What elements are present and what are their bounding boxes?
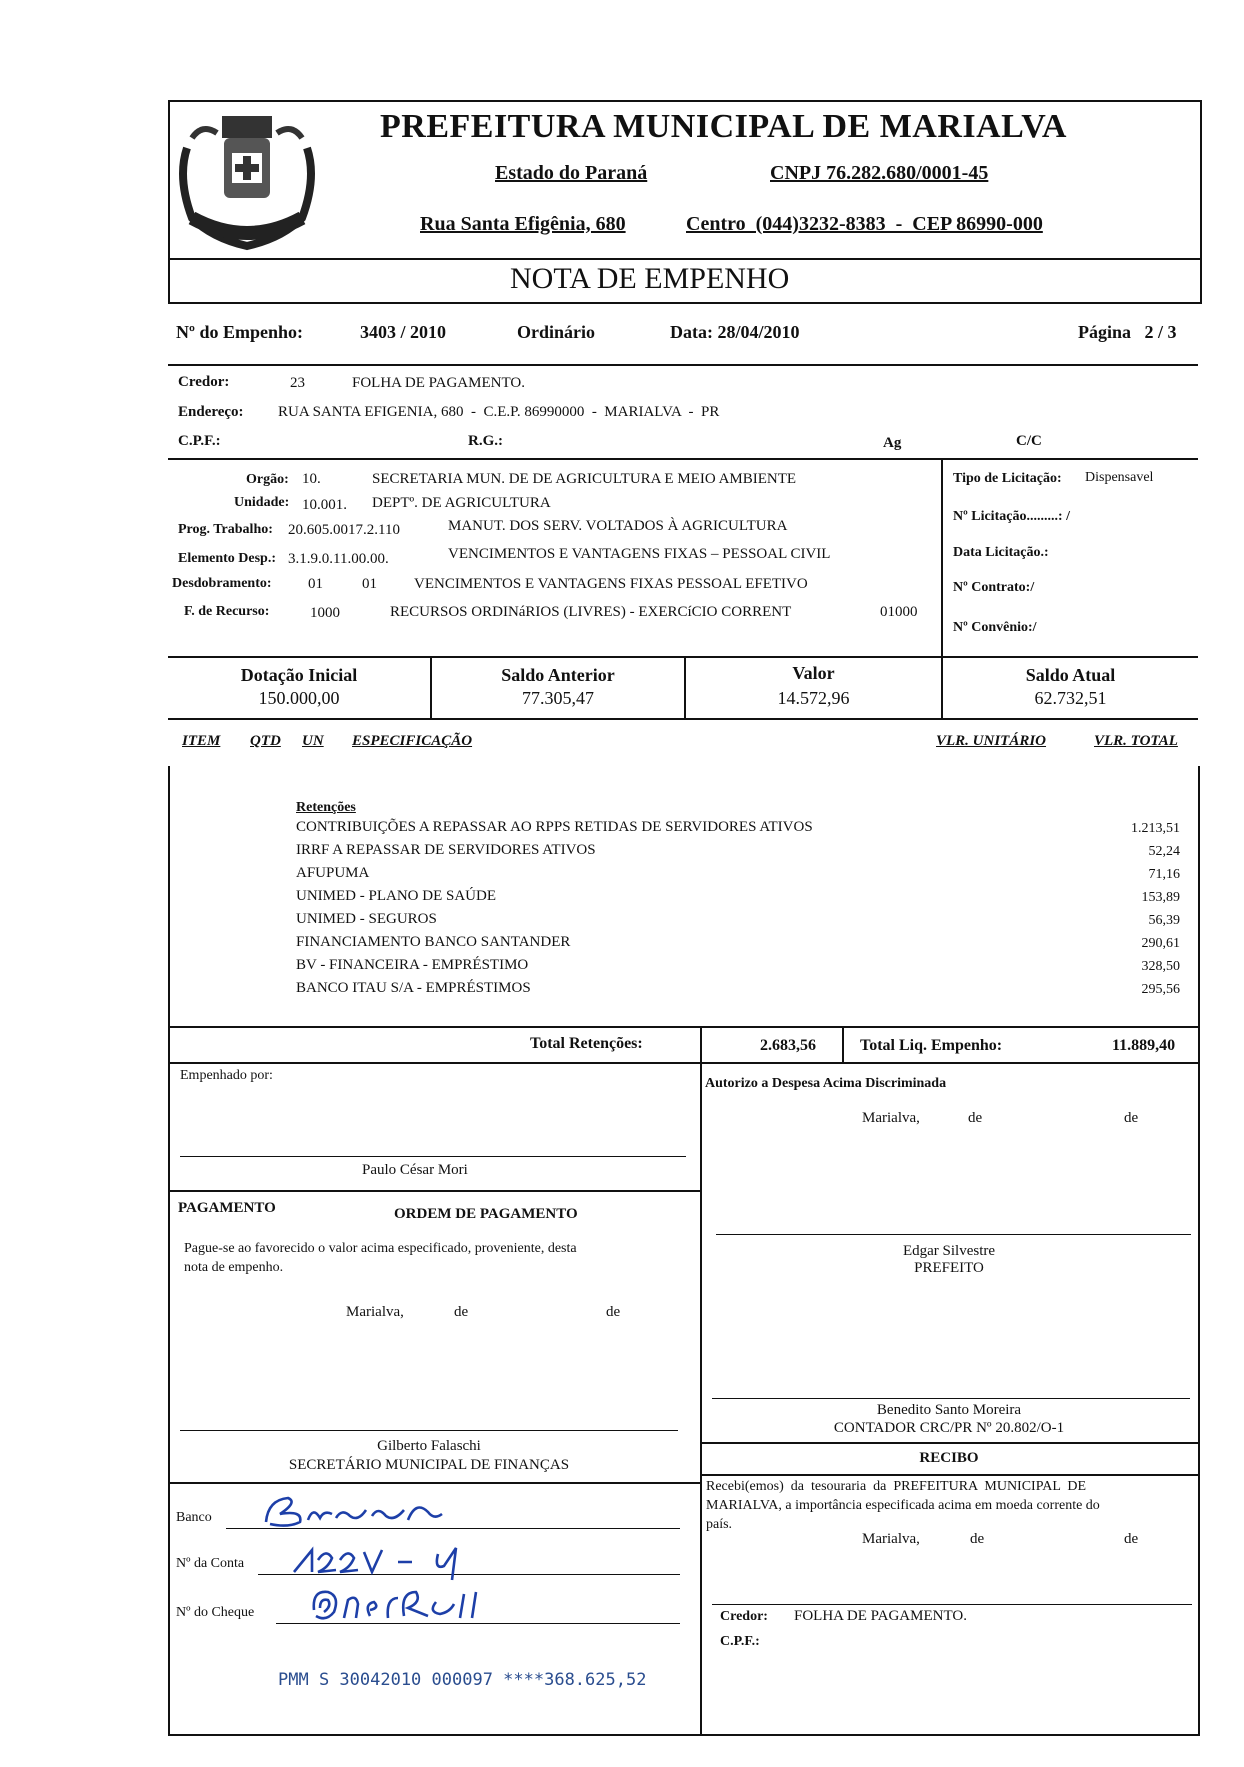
col-espec: ESPECIFICAÇÃO (352, 733, 473, 749)
recurso-code: 1000 (310, 605, 340, 621)
empenho-date: Data: 28/04/2010 (670, 322, 800, 342)
coat-of-arms-icon (172, 108, 322, 253)
frame-left (168, 766, 170, 1734)
divider (168, 718, 1198, 720)
pagamento-de2: de (606, 1304, 621, 1320)
recibo-cpf-label: C.P.F.: (720, 1634, 760, 1649)
autorizo-de2: de (1124, 1110, 1139, 1126)
endereco-value: RUA SANTA EFIGENIA, 680 - C.E.P. 86990000 - MARIALVA - PR (278, 404, 720, 420)
saldo-atual-label: Saldo Atual (1025, 665, 1116, 685)
autorizo-place: Marialva, (862, 1110, 920, 1126)
empenho-num: 3403 / 2010 (360, 322, 447, 342)
divider (700, 1026, 702, 1734)
header-state: Estado do Paraná (495, 162, 648, 184)
divider (168, 1026, 1198, 1028)
divider (941, 458, 943, 658)
recurso-label: F. de Recurso: (184, 604, 270, 619)
col-un: UN (302, 733, 324, 749)
dotacao-label: Dotação Inicial (240, 665, 358, 685)
prefeito-role: PREFEITO (914, 1260, 984, 1276)
pagamento-place: Marialva, (346, 1304, 404, 1320)
credor-code: 23 (290, 375, 305, 391)
elemento-label: Elemento Desp.: (178, 551, 276, 566)
desdobramento-code1: 01 (308, 576, 323, 592)
header-address: Rua Santa Efigênia, 680 (420, 213, 626, 235)
elemento-name: VENCIMENTOS E VANTAGENS FIXAS – PESSOAL CIVIL (448, 546, 831, 562)
prog-name: MANUT. DOS SERV. VOLTADOS À AGRICULTURA (448, 518, 788, 534)
divider (168, 1482, 700, 1484)
empenho-type: Ordinário (517, 322, 596, 342)
retencao-desc: BV - FINANCEIRA - EMPRÉSTIMO (296, 957, 529, 973)
credor-name: FOLHA DE PAGAMENTO. (352, 375, 525, 391)
signature-line (716, 1234, 1191, 1235)
divider (168, 364, 1198, 366)
divider (700, 1442, 1198, 1444)
pagamento-text2: nota de empenho. (184, 1260, 284, 1275)
num-convenio: Nº Convênio:/ (953, 620, 1037, 635)
handwritten-banco-signature (258, 1492, 458, 1534)
recibo-title: RECIBO (919, 1450, 979, 1466)
col-item: ITEM (182, 733, 221, 749)
unidade-name: DEPTº. DE AGRICULTURA (372, 495, 551, 511)
elemento-code: 3.1.9.0.11.00.00. (288, 551, 389, 567)
contador-role: CONTADOR CRC/PR Nº 20.802/O-1 (833, 1420, 1065, 1436)
total-retencoes-label: Total Retenções: (530, 1035, 643, 1052)
recibo-de2: de (1124, 1531, 1139, 1547)
retencao-desc: UNIMED - PLANO DE SAÚDE (296, 888, 496, 904)
retencao-desc: IRRF A REPASSAR DE SERVIDORES ATIVOS (296, 842, 596, 858)
contador-name: Benedito Santo Moreira (876, 1402, 1022, 1418)
header-divider (168, 258, 1200, 260)
header-cnpj: CNPJ 76.282.680/0001-45 (770, 162, 989, 184)
total-liquido-label: Total Liq. Empenho: (860, 1037, 1003, 1054)
orgao-name: SECRETARIA MUN. DE DE AGRICULTURA E MEIO AMBIENTE (372, 471, 797, 487)
unidade-label: Unidade: (234, 495, 290, 510)
signature-line (180, 1430, 678, 1431)
pagamento-text1: Pague-se ao favorecido o valor acima especificado, proveniente, desta (184, 1241, 577, 1256)
desdobramento-code2: 01 (362, 576, 377, 592)
signature-line (180, 1156, 686, 1157)
orgao-code: 10. (302, 471, 321, 487)
divider (842, 1026, 844, 1062)
empenhado-label: Empenhado por: (180, 1068, 273, 1083)
banco-label: Banco (176, 1510, 212, 1525)
secretario-name: Gilberto Falaschi (377, 1438, 481, 1454)
signature-line (712, 1398, 1190, 1399)
orgao-label: Orgão: (246, 472, 289, 487)
retencao-value: 153,89 (1141, 890, 1180, 905)
divider (700, 1474, 1198, 1476)
total-liquido-value: 11.889,40 (1112, 1037, 1176, 1054)
frame-bottom (168, 1734, 1200, 1736)
dotacao-value: 150.000,00 (258, 688, 340, 708)
empenho-page: Página 2 / 3 (1078, 322, 1177, 342)
doc-title: NOTA DE EMPENHO (510, 262, 790, 295)
retencao-value: 71,16 (1148, 867, 1180, 882)
cc-label: C/C (1016, 433, 1042, 449)
recibo-credor: FOLHA DE PAGAMENTO. (794, 1608, 967, 1624)
retencao-value: 1.213,51 (1131, 821, 1180, 836)
handwritten-conta-number (288, 1540, 488, 1582)
retencao-value: 52,24 (1148, 844, 1180, 859)
recibo-de1: de (970, 1531, 985, 1547)
rg-label: R.G.: (468, 433, 503, 449)
num-contrato: Nº Contrato:/ (953, 580, 1035, 595)
endereco-label: Endereço: (178, 404, 244, 420)
pagamento-label: PAGAMENTO (178, 1200, 276, 1216)
ordem-pagamento: ORDEM DE PAGAMENTO (394, 1206, 578, 1222)
retencao-desc: FINANCIAMENTO BANCO SANTANDER (296, 934, 571, 950)
saldo-atual-value: 62.732,51 (1034, 688, 1107, 708)
autorizo-title: Autorizo a Despesa Acima Discriminada (705, 1076, 947, 1091)
col-qtd: QTD (250, 733, 281, 749)
cheque-label: Nº do Cheque (176, 1605, 255, 1620)
total-retencoes-value: 2.683,56 (760, 1037, 816, 1054)
retencao-value: 295,56 (1141, 982, 1180, 997)
secretario-role: SECRETÁRIO MUNICIPAL DE FINANÇAS (288, 1457, 570, 1473)
saldo-anterior-value: 77.305,47 (522, 688, 594, 708)
recibo-credor-label: Credor: (720, 1609, 768, 1624)
valor-label: Valor (792, 663, 835, 683)
machine-stamp: PMM S 30042010 000097 ****368.625,52 (278, 1670, 647, 1690)
ag-label: Ag (883, 435, 902, 451)
retencao-desc: CONTRIBUIÇÕES A REPASSAR AO RPPS RETIDAS DE SERVIDORES ATIVOS (296, 819, 813, 835)
recibo-line2: MARIALVA, a importância especificada acima em moeda corrente do (706, 1498, 1100, 1513)
divider (168, 458, 1198, 460)
divider (168, 1062, 1198, 1064)
prog-code: 20.605.0017.2.110 (288, 522, 400, 538)
conta-label: Nº da Conta (176, 1556, 245, 1571)
tipo-licitacao-label: Tipo de Licitação: (953, 471, 1062, 486)
valor-value: 14.572,96 (777, 688, 850, 708)
recibo-place: Marialva, (862, 1531, 920, 1547)
divider (168, 656, 1198, 658)
col-vlr-total: VLR. TOTAL (1094, 733, 1178, 749)
desdobramento-name: VENCIMENTOS E VANTAGENS FIXAS PESSOAL EFETIVO (414, 576, 808, 592)
desdobramento-label: Desdobramento: (172, 576, 272, 591)
signature-line (712, 1604, 1192, 1605)
recurso-code2: 01000 (880, 604, 918, 620)
divider (168, 1190, 700, 1192)
saldo-anterior-label: Saldo Anterior (501, 665, 615, 685)
empenhado-name: Paulo César Mori (362, 1162, 468, 1178)
credor-label: Credor: (178, 374, 230, 390)
data-licitacao: Data Licitação.: (953, 545, 1049, 560)
retencao-value: 56,39 (1148, 913, 1180, 928)
frame-right (1198, 766, 1200, 1734)
prefeito-name: Edgar Silvestre (902, 1243, 996, 1259)
col-vlr-unit: VLR. UNITÁRIO (936, 733, 1047, 749)
pagamento-de1: de (454, 1304, 469, 1320)
retencao-value: 290,61 (1141, 936, 1180, 951)
recurso-name: RECURSOS ORDINáRIOS (LIVRES) - EXERCíCIO CORRENT (390, 604, 792, 620)
cpf-label: C.P.F.: (178, 433, 221, 449)
retencao-desc: UNIMED - SEGUROS (296, 911, 437, 927)
tipo-licitacao-value: Dispensavel (1085, 470, 1154, 485)
num-licitacao: Nº Licitação.........: / (953, 509, 1070, 524)
recibo-line1: Recebi(emos) da tesouraria da PREFEITURA MUNICIPAL DE (706, 1479, 1087, 1494)
autorizo-de1: de (968, 1110, 983, 1126)
recibo-line3: país. (706, 1517, 733, 1532)
retencao-desc: AFUPUMA (296, 865, 370, 881)
handwritten-cheque-number (304, 1582, 504, 1632)
unidade-code: 10.001. (302, 497, 347, 513)
header-contact: Centro (044)3232-8383 - CEP 86990-000 (686, 213, 1043, 235)
header-title: PREFEITURA MUNICIPAL DE MARIALVA (380, 108, 1067, 145)
retencao-value: 328,50 (1141, 959, 1180, 974)
retencoes-title: Retenções (296, 800, 356, 815)
empenho-num-label: Nº do Empenho: (176, 322, 303, 342)
prog-label: Prog. Trabalho: (178, 522, 273, 537)
retencao-desc: BANCO ITAU S/A - EMPRÉSTIMOS (296, 980, 531, 996)
